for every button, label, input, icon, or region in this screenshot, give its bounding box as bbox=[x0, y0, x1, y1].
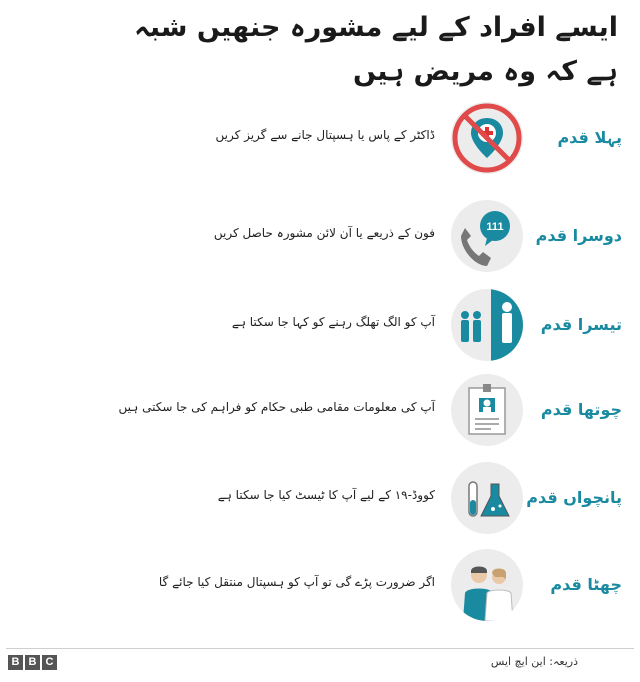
bbc-logo-letter: C bbox=[42, 655, 57, 670]
medics-icon bbox=[451, 549, 523, 621]
step-label: تیسرا قدم bbox=[540, 315, 622, 334]
step-4 bbox=[0, 370, 640, 460]
step-label: دوسرا قدم bbox=[535, 226, 622, 245]
step-text: ڈاکٹر کے پاس یا ہسپتال جانے سے گریز کریں bbox=[215, 128, 435, 142]
bbc-logo-letter: B bbox=[25, 655, 40, 670]
test-tube-icon bbox=[451, 462, 523, 534]
phone-badge-text: 111 bbox=[486, 221, 504, 233]
source-note: ذریعہ: این ایچ ایس bbox=[490, 655, 578, 668]
bbc-logo-letter: B bbox=[8, 655, 23, 670]
step-text: اگر ضرورت پڑے گی تو آپ کو ہسپتال منتقل کیا جائے گا bbox=[158, 575, 435, 589]
step-text: فون کے ذریعے یا آن لائن مشورہ حاصل کریں bbox=[213, 226, 435, 240]
step-5 bbox=[0, 458, 640, 548]
step-6 bbox=[0, 545, 640, 635]
phone-111-icon bbox=[451, 200, 523, 272]
isolation-icon bbox=[451, 289, 523, 361]
step-text: کووڈ-۱۹ کے لیے آپ کا ٹیسٹ کیا جا سکتا ہے bbox=[217, 488, 435, 502]
step-label: پانچواں قدم bbox=[526, 488, 622, 507]
step-label: چھٹا قدم bbox=[550, 575, 622, 594]
step-label: پہلا قدم bbox=[557, 128, 622, 147]
footer-divider bbox=[6, 648, 634, 649]
step-3 bbox=[0, 285, 640, 375]
page-title: ایسے افراد کے لیے مشورہ جنھیں شبہ ہے کہ وہ مریض ہیں bbox=[134, 12, 618, 87]
bbc-logo bbox=[8, 655, 57, 670]
id-card-icon bbox=[451, 374, 523, 446]
step-1 bbox=[0, 98, 640, 188]
step-label: چوتھا قدم bbox=[540, 400, 622, 419]
step-text: آپ کو الگ تھلگ رہنے کو کہا جا سکتا ہے bbox=[231, 315, 435, 329]
no-hospital-icon bbox=[451, 102, 523, 174]
step-text: آپ کی معلومات مقامی طبی حکام کو فراہم کی جا سکتی ہیں bbox=[118, 400, 435, 414]
step-2 bbox=[0, 196, 640, 286]
